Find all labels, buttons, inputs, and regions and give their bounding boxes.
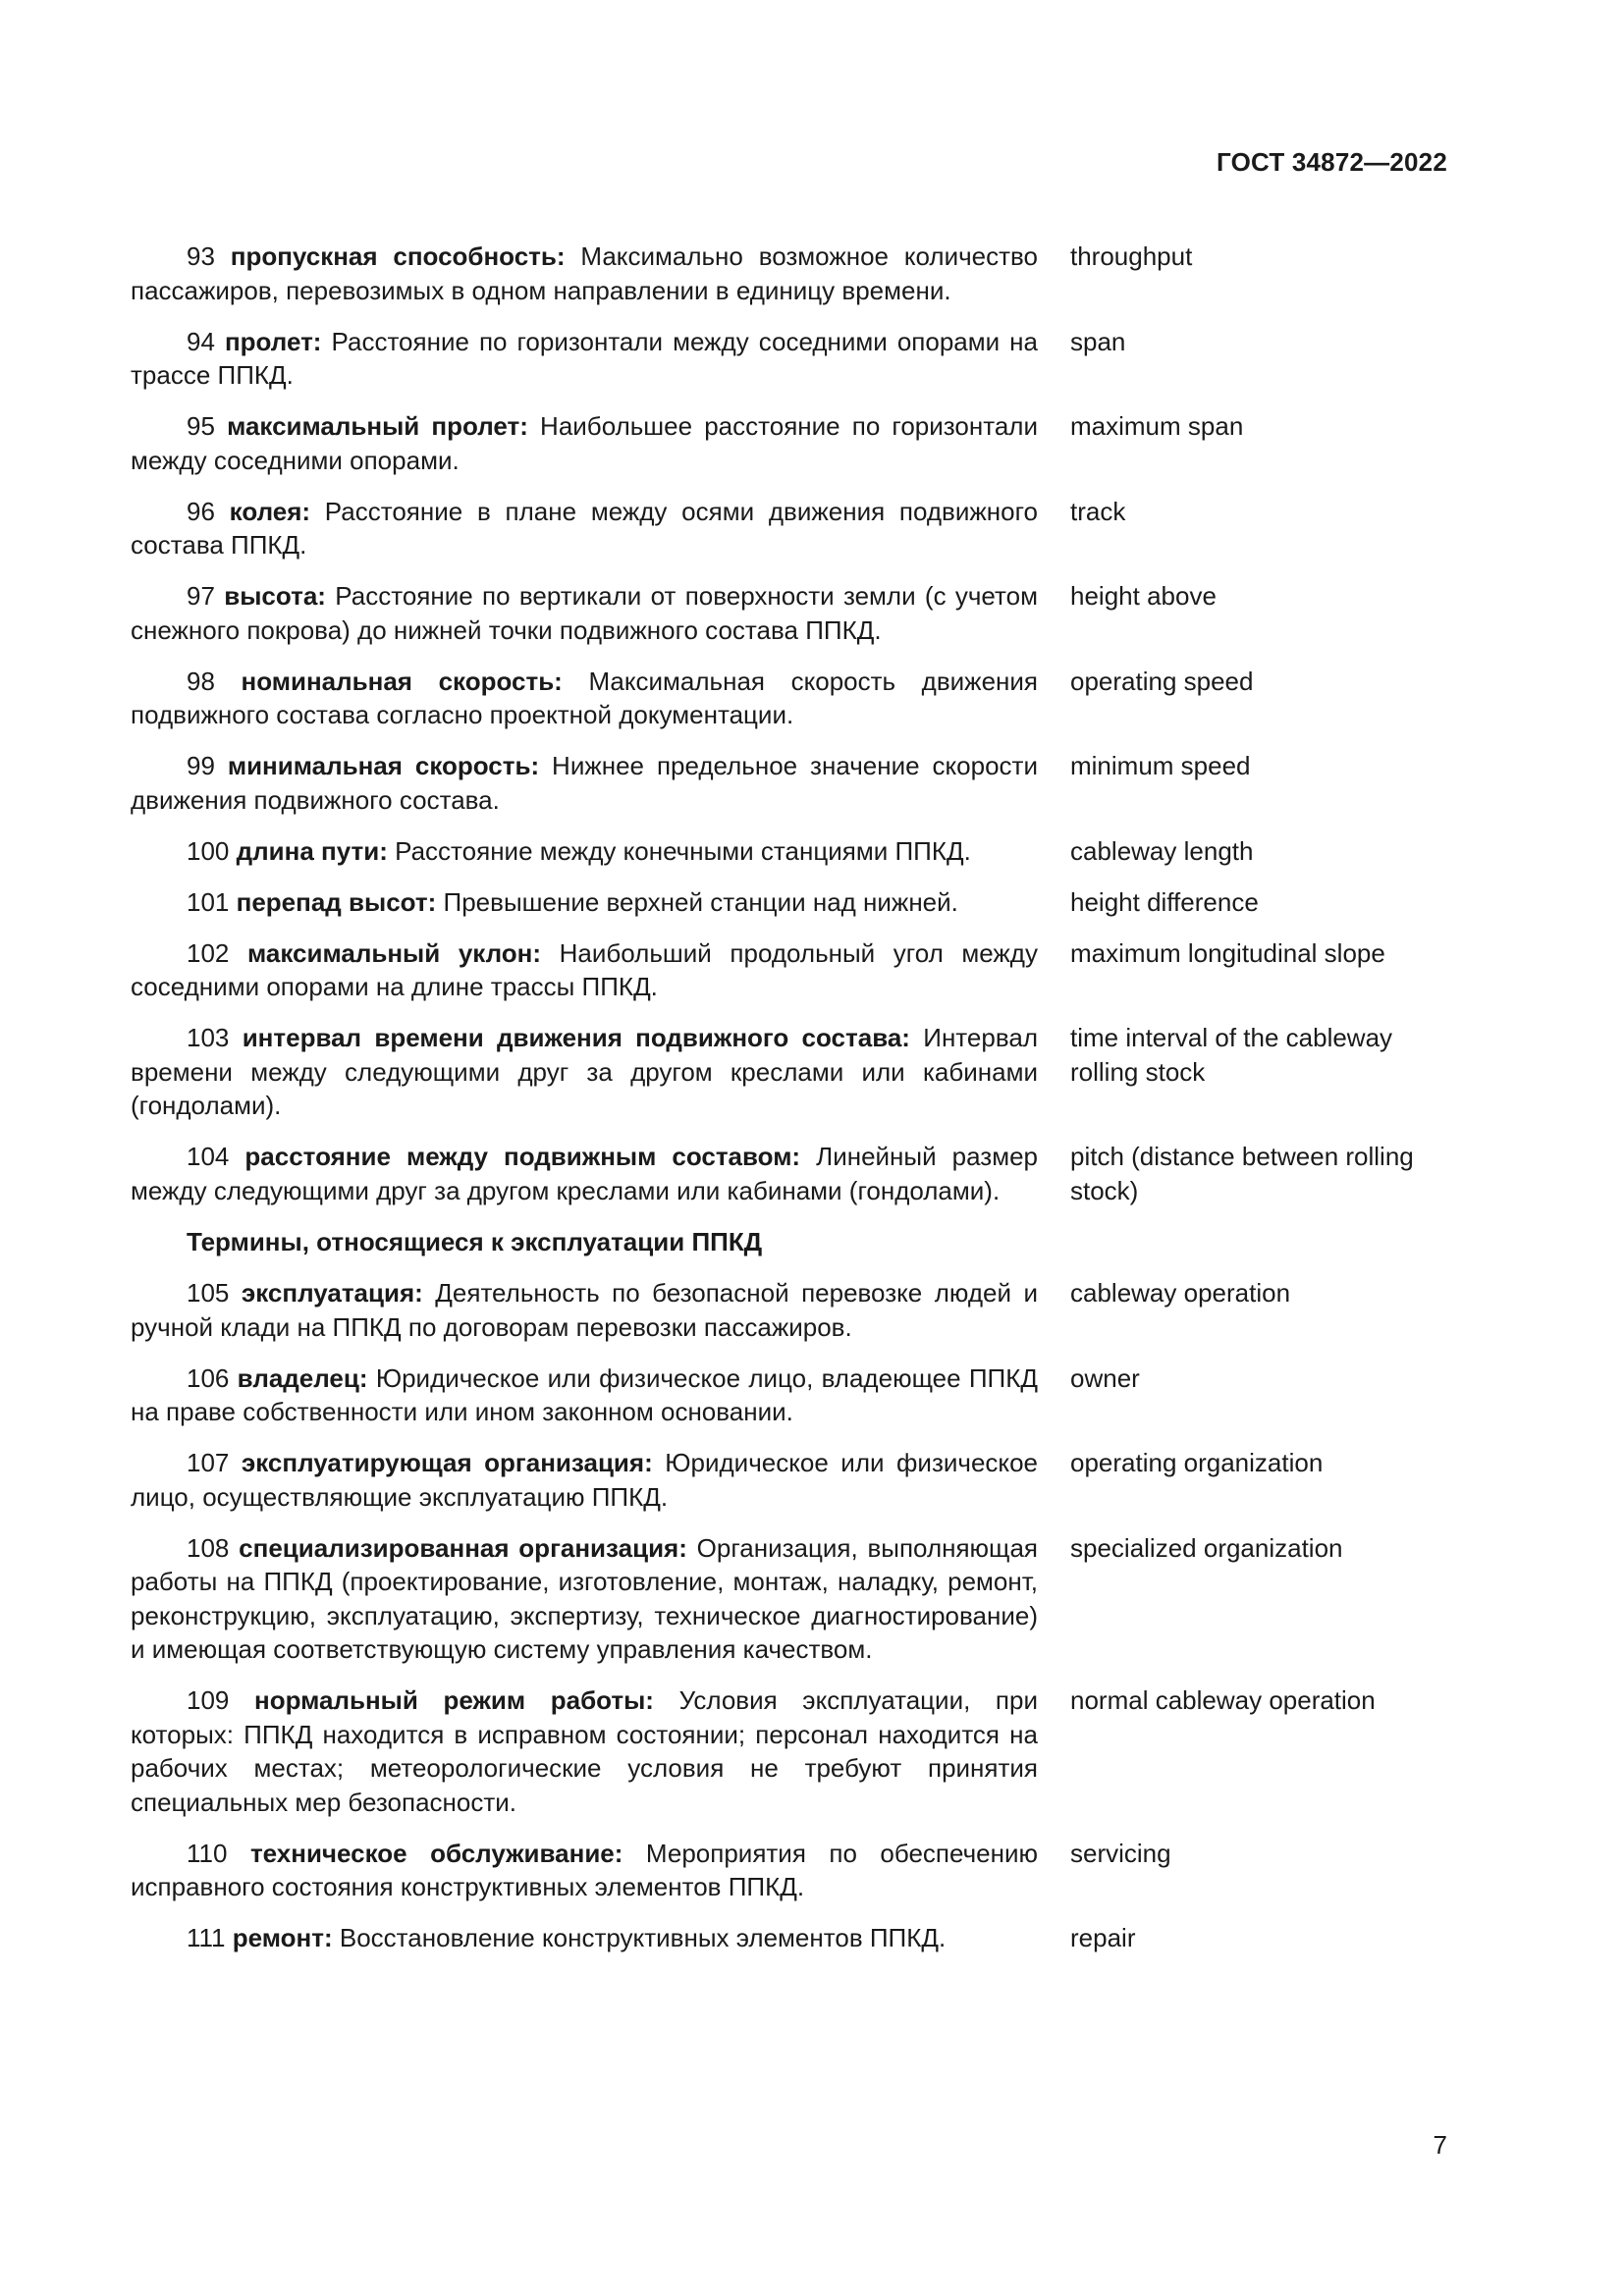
term-entry (131, 1276, 1427, 1344)
english-equivalent: cableway length (1070, 835, 1254, 866)
term-entry (131, 495, 1427, 562)
english-equivalent: servicing (1070, 1838, 1171, 1868)
term-number: 111 (187, 1923, 226, 1952)
term-number: 96 (187, 496, 215, 526)
term-definition (131, 1921, 1038, 1955)
section-heading: Термины, относящиеся к эксплуатации ППКД (187, 1226, 763, 1256)
term-name: владелец: (237, 1362, 368, 1393)
term-number: 99 (187, 751, 215, 780)
english-equivalent: pitch (distance between rolling stock) (1070, 1142, 1414, 1205)
term-definition (131, 1683, 1038, 1819)
english-equivalent: span (1070, 326, 1126, 356)
term-name: длина пути: (236, 835, 388, 866)
term-name: максимальный пролет: (227, 411, 528, 441)
term-number: 103 (187, 1023, 230, 1052)
english-equivalent: maximum longitudinal slope (1070, 937, 1385, 968)
term-entry (131, 1140, 1427, 1207)
term-entry (131, 665, 1427, 732)
term-text: Расстояние между конечными станциями ППКД. (395, 835, 971, 866)
term-definition (131, 834, 1038, 869)
term-number: 98 (187, 666, 215, 696)
term-entry (131, 240, 1427, 307)
term-text: Максимальная скорость движения подвижного состава согласно проектной документации. (131, 666, 1038, 729)
term-definition (131, 325, 1038, 393)
term-text: Расстояние по вертикали от поверхности земли (с учетом снежного покрова) до нижней точки подвижного состава ППКД. (131, 581, 1038, 645)
term-definition (131, 409, 1038, 477)
term-name: специализированная организация: (239, 1532, 687, 1563)
term-definition (131, 1446, 1038, 1514)
page-number: 7 (1433, 2130, 1447, 2160)
term-text: Восстановление конструктивных элементов ППКД. (339, 1923, 947, 1952)
term-name: интервал времени движения подвижного состава: (242, 1023, 910, 1052)
english-equivalent: normal cableway operation (1070, 1685, 1376, 1715)
term-definition (131, 885, 1038, 920)
english-equivalent: track (1070, 496, 1126, 526)
term-name: ремонт: (232, 1923, 333, 1952)
term-entry (131, 834, 1427, 869)
term-text: Юридическое или физическое лицо, владеющее ППКД на праве собственности или ином законном основании. (131, 1362, 1038, 1426)
term-text: Наибольшее расстояние по горизонтали между соседними опорами. (131, 411, 1038, 475)
term-entry (131, 1362, 1427, 1429)
term-name: колея: (229, 496, 311, 526)
term-text: Максимально возможное количество пассажиров, перевозимых в одном направлении в единицу времени. (131, 241, 1038, 305)
term-definition (131, 665, 1038, 732)
term-entry (131, 1531, 1427, 1667)
term-text: Организация, выполняющая работы на ППКД (проектирование, изготовление, монтаж, наладку, ремонт, реконструкцию, эксплуатацию, экспертизу, техническое диагностирование) и имеющая соответствующую систему управления качеством. (131, 1532, 1038, 1664)
term-name: перепад высот: (236, 886, 437, 917)
term-text: Мероприятия по обеспечению исправного состояния конструктивных элементов ППКД. (131, 1838, 1038, 1901)
english-equivalent: repair (1070, 1923, 1136, 1952)
term-number: 94 (187, 326, 215, 356)
term-number: 102 (187, 937, 230, 968)
term-number: 104 (187, 1142, 230, 1171)
terms-list (131, 240, 1427, 1972)
term-text: Юридическое или физическое лицо, осуществляющие эксплуатацию ППКД. (131, 1448, 1038, 1512)
document-id-header: ГОСТ 34872—2022 (1217, 147, 1447, 177)
term-definition (131, 936, 1038, 1004)
term-entry (131, 409, 1427, 477)
english-equivalent: maximum span (1070, 411, 1244, 441)
term-name: техническое обслуживание: (249, 1838, 623, 1868)
term-number: 97 (187, 581, 215, 611)
english-equivalent: owner (1070, 1362, 1140, 1393)
term-entry (131, 579, 1427, 647)
term-entry (131, 1683, 1427, 1819)
term-name: высота: (224, 581, 326, 611)
term-number: 106 (187, 1362, 230, 1393)
term-entry (131, 1921, 1427, 1955)
term-text: Условия эксплуатации, при которых: ППКД находится в исправном состоянии; персонал находится на рабочих местах; метеорологические условия не требуют принятия специальных мер безопасности. (131, 1685, 1038, 1817)
term-name: нормальный режим работы: (254, 1685, 654, 1715)
term-entry (131, 325, 1427, 393)
term-definition (131, 1531, 1038, 1667)
english-equivalent: operating organization (1070, 1448, 1324, 1477)
term-name: номинальная скорость: (241, 666, 563, 696)
english-equivalent: cableway operation (1070, 1278, 1291, 1308)
term-number: 93 (187, 241, 215, 271)
term-entry (131, 1021, 1427, 1123)
term-text: Линейный размер между следующими друг за другом креслами или кабинами (гондолами). (131, 1142, 1038, 1205)
term-text: Нижнее предельное значение скорости движения подвижного состава. (131, 751, 1038, 815)
term-name: расстояние между подвижным составом: (244, 1142, 801, 1171)
term-number: 108 (187, 1532, 230, 1563)
term-number: 105 (187, 1278, 230, 1308)
term-text: Расстояние по горизонтали между соседними опорами на трассе ППКД. (131, 326, 1038, 390)
term-number: 109 (187, 1685, 230, 1715)
english-equivalent: specialized organization (1070, 1532, 1343, 1563)
term-number: 110 (187, 1838, 228, 1868)
term-definition (131, 1837, 1038, 1904)
term-definition (131, 1140, 1038, 1207)
term-definition (131, 495, 1038, 562)
term-text: Деятельность по безопасной перевозке людей и ручной клади на ППКД по договорам перевозки пассажиров. (131, 1278, 1038, 1342)
term-definition (131, 1362, 1038, 1429)
term-number: 95 (187, 411, 215, 441)
term-number: 101 (187, 886, 230, 917)
term-name: пролет: (224, 326, 322, 356)
term-entry (131, 749, 1427, 817)
term-entry (131, 885, 1427, 920)
term-text: Наибольший продольный угол между соседними опорами на длине трассы ППКД. (131, 937, 1038, 1001)
term-text: Расстояние в плане между осями движения подвижного состава ППКД. (131, 496, 1038, 560)
english-equivalent: height difference (1070, 886, 1259, 917)
term-definition (131, 749, 1038, 817)
term-name: минимальная скорость: (227, 751, 540, 780)
english-equivalent: time interval of the cableway rolling stock (1070, 1023, 1393, 1087)
term-name: эксплуатация: (241, 1278, 423, 1308)
term-number: 107 (187, 1448, 230, 1477)
term-definition (131, 1276, 1038, 1344)
term-definition (131, 240, 1038, 307)
term-name: пропускная способность: (230, 241, 566, 271)
english-equivalent: height above (1070, 581, 1217, 611)
term-definition (131, 1021, 1038, 1123)
term-definition (131, 579, 1038, 647)
term-entry (131, 936, 1427, 1004)
term-text: Интервал времени между следующими друг за другом креслами или кабинами (гондолами). (131, 1023, 1038, 1120)
term-entry (131, 1446, 1427, 1514)
term-number: 100 (187, 835, 230, 866)
term-name: максимальный уклон: (247, 937, 542, 968)
term-name: эксплуатирующая организация: (241, 1448, 653, 1477)
english-equivalent: throughput (1070, 241, 1193, 271)
english-equivalent: operating speed (1070, 666, 1254, 696)
term-text: Превышение верхней станции над нижней. (443, 886, 958, 917)
term-entry (131, 1837, 1427, 1904)
english-equivalent: minimum speed (1070, 751, 1251, 780)
